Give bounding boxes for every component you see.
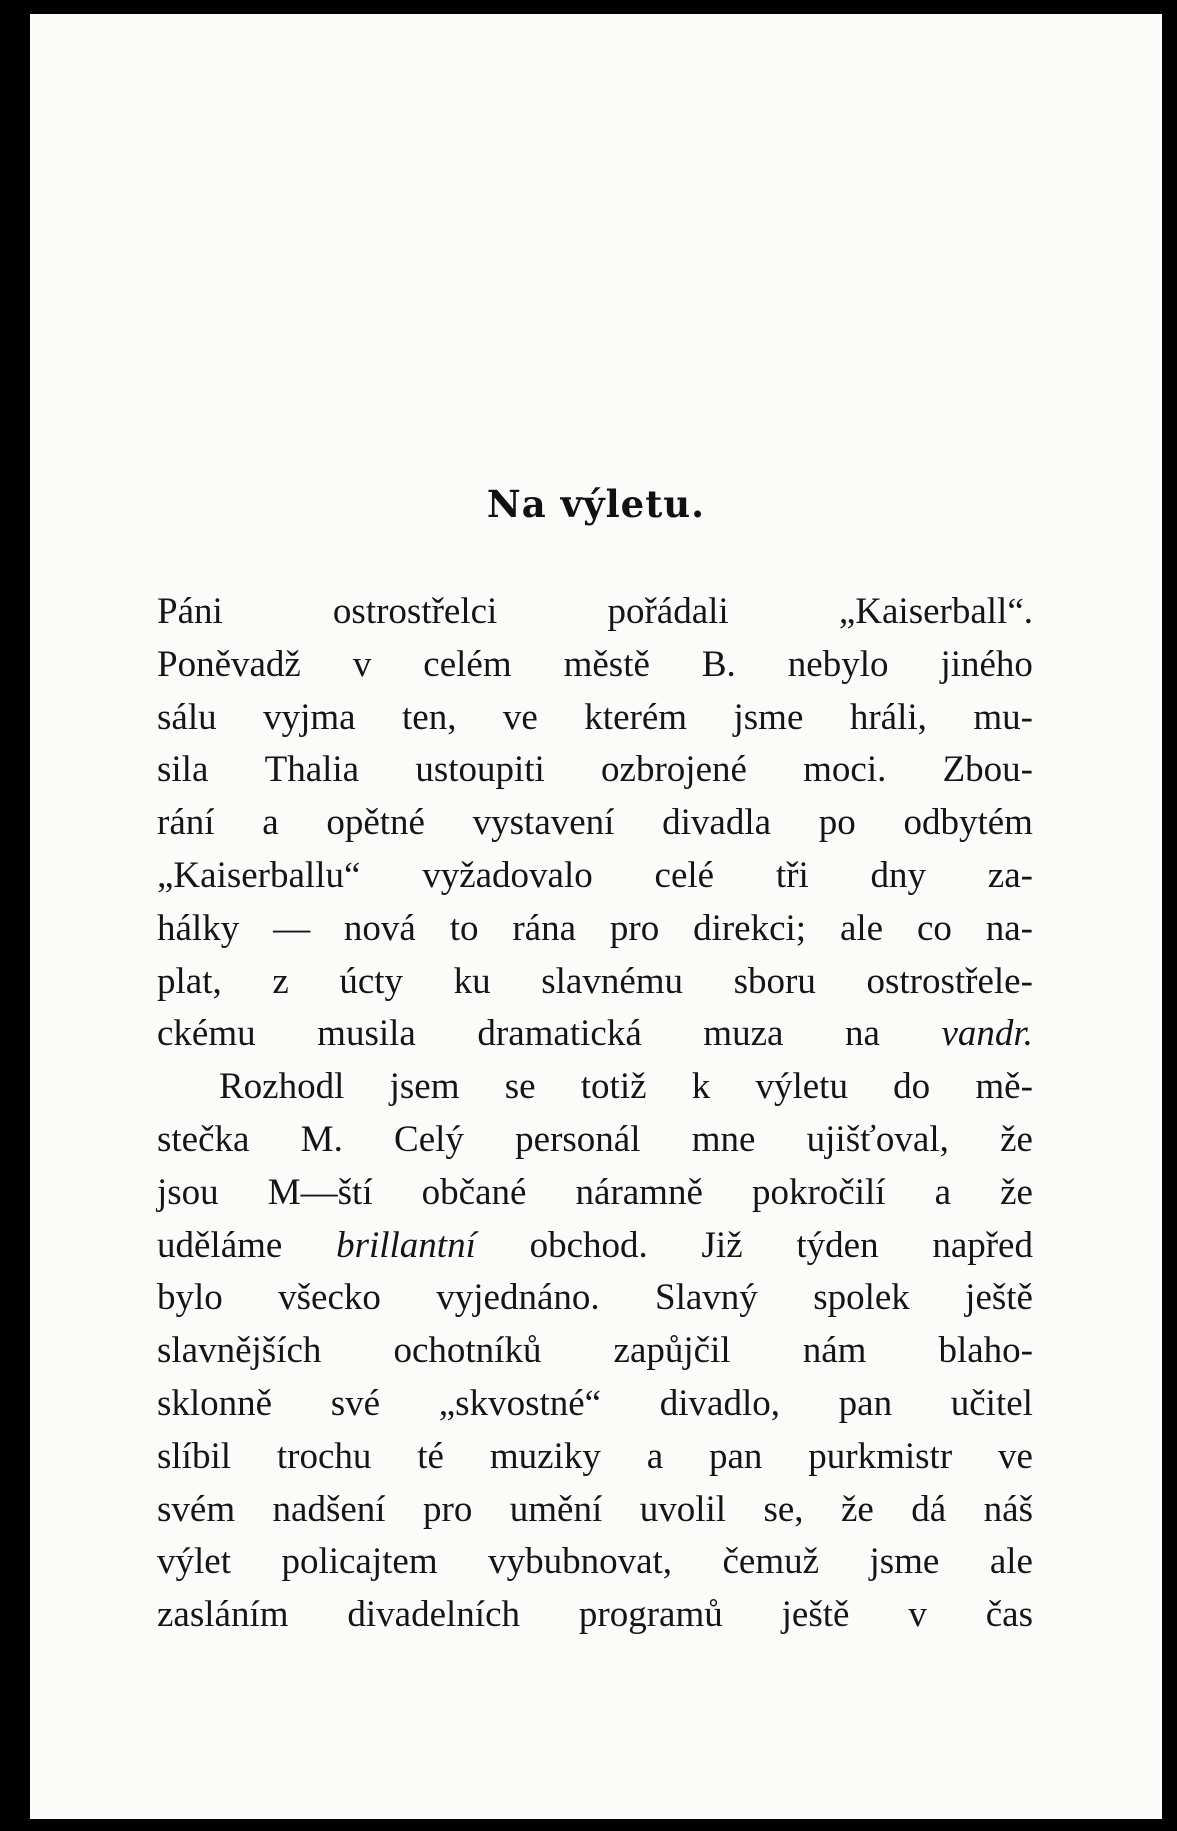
text-word: zapůjčil — [613, 1330, 731, 1372]
text-line — [157, 744, 1033, 797]
text-word: na — [844, 1013, 880, 1055]
text-word: spolek — [813, 1277, 910, 1319]
text-word: svém — [157, 1488, 236, 1530]
text-word: ale — [989, 1541, 1033, 1583]
text-word: sila — [157, 749, 209, 791]
text-word: bylo — [157, 1277, 223, 1319]
text-word: v — [908, 1594, 927, 1636]
text-word: vyjma — [263, 696, 356, 738]
text-word: pokročilí — [751, 1171, 886, 1213]
text-word: slíbil — [157, 1435, 232, 1477]
text-word: divadelních — [347, 1594, 521, 1636]
text-word: pořádali — [607, 591, 729, 632]
text-word: M. — [300, 1118, 343, 1160]
text-word: náramně — [575, 1171, 703, 1213]
text-word: rání — [157, 802, 215, 844]
text-word: ostrostřelci — [332, 591, 498, 632]
text-word: to — [449, 907, 479, 949]
text-word: ale — [839, 907, 884, 949]
text-word: co — [916, 907, 952, 949]
text-word: v — [352, 643, 372, 685]
text-word: direkci; — [693, 907, 807, 949]
text-line — [157, 956, 1033, 1009]
text-word: ujišťoval, — [806, 1118, 949, 1160]
text-word: hálky — [157, 907, 240, 949]
chapter-title: Na výletu. — [486, 482, 706, 526]
text-line — [157, 1589, 1033, 1642]
text-word: umění — [509, 1488, 603, 1530]
text-word: kterém — [584, 696, 688, 738]
text-word: jsme — [869, 1541, 940, 1583]
text-word: personál — [515, 1118, 641, 1160]
text-word: hráli, — [849, 696, 927, 738]
text-word: dny — [870, 854, 927, 896]
text-line — [157, 639, 1033, 692]
text-word: a — [262, 802, 279, 844]
text-word: za- — [987, 854, 1033, 896]
text-word: Zbou- — [942, 749, 1033, 791]
text-word: čemuž — [722, 1541, 820, 1583]
text-word: na- — [985, 907, 1033, 949]
text-word: nová — [343, 907, 416, 949]
text-word: ostrostřele- — [866, 960, 1033, 1002]
text-word: že — [841, 1488, 874, 1530]
text-line — [157, 1325, 1033, 1378]
text-word: že — [1000, 1171, 1033, 1213]
text-word: muza — [703, 1013, 784, 1055]
text-word: rána — [512, 907, 577, 949]
text-line — [157, 903, 1033, 956]
text-word: odbytém — [903, 802, 1033, 844]
text-word: ozbrojené — [601, 749, 747, 791]
text-word: blaho- — [938, 1330, 1033, 1372]
text-line — [157, 1114, 1033, 1167]
text-line — [157, 1378, 1033, 1431]
text-word: B. — [701, 643, 736, 685]
text-word: muziky — [489, 1435, 601, 1477]
text-word: uděláme — [157, 1224, 283, 1266]
text-word: nadšení — [272, 1488, 386, 1530]
text-word: — — [273, 907, 311, 949]
text-word: uvolil — [639, 1488, 727, 1530]
text-word: sálu — [157, 696, 217, 738]
text-word: mu- — [973, 696, 1033, 738]
text-word: ten, — [402, 696, 457, 738]
text-word: vandr. — [941, 1013, 1033, 1055]
text-line — [157, 1272, 1033, 1325]
text-word: slavnějších — [157, 1330, 322, 1372]
text-word: ve — [998, 1435, 1033, 1477]
text-word: obchod. — [529, 1224, 648, 1266]
text-word: týden — [796, 1224, 879, 1266]
text-word: pan — [708, 1435, 763, 1477]
text-line — [157, 797, 1033, 850]
text-word: brillantní — [336, 1224, 476, 1266]
text-line — [157, 692, 1033, 745]
text-word: opětné — [326, 802, 425, 844]
text-word: vyžadovalo — [422, 854, 593, 896]
text-word: Rozhodl — [219, 1066, 345, 1108]
text-word: své — [330, 1382, 381, 1424]
text-word: jsme — [733, 696, 804, 738]
text-word: vystavení — [472, 802, 615, 844]
text-line — [157, 1008, 1033, 1061]
text-word: dramatická — [477, 1013, 642, 1055]
text-word: zasláním — [157, 1594, 289, 1636]
text-word: ve — [502, 696, 538, 738]
text-word: pan — [838, 1382, 893, 1424]
body-text — [157, 586, 1033, 1642]
text-line — [157, 1431, 1033, 1484]
text-word: Slavný — [655, 1277, 758, 1319]
text-word: ještě — [781, 1594, 850, 1636]
text-word: Thalia — [264, 749, 360, 791]
text-line — [157, 586, 1033, 639]
text-word: výlet — [157, 1541, 231, 1583]
text-word: Již — [701, 1224, 743, 1266]
text-word: do — [893, 1066, 931, 1108]
text-line — [157, 850, 1033, 903]
text-word: učitel — [950, 1382, 1033, 1424]
text-word: městě — [563, 643, 650, 685]
text-word: dá — [911, 1488, 947, 1530]
text-word: policajtem — [281, 1541, 438, 1583]
text-word: nebylo — [787, 643, 889, 685]
text-word: že — [1000, 1118, 1033, 1160]
text-word: programů — [578, 1594, 723, 1636]
book-page — [30, 14, 1162, 1819]
text-line — [157, 1061, 1033, 1114]
text-word: té — [417, 1435, 444, 1477]
text-word: mě- — [975, 1066, 1033, 1108]
text-word: se — [504, 1066, 536, 1108]
text-word: ochotníků — [393, 1330, 542, 1372]
text-word: sklonně — [157, 1382, 273, 1424]
text-word: a — [646, 1435, 664, 1477]
text-word: výletu — [755, 1066, 848, 1108]
text-word: ještě — [965, 1277, 1033, 1319]
text-word: náš — [983, 1488, 1033, 1530]
text-word: plat, — [157, 960, 222, 1002]
text-line — [157, 1167, 1033, 1220]
text-word: Poněvadž — [157, 643, 301, 685]
text-word: Páni — [157, 591, 223, 632]
text-word: jiného — [940, 643, 1033, 685]
text-word: nám — [802, 1330, 867, 1372]
text-word: úcty — [339, 960, 404, 1002]
text-word: purkmistr — [808, 1435, 953, 1477]
text-word: napřed — [932, 1224, 1033, 1266]
text-word: čas — [985, 1594, 1033, 1636]
text-word: jsou — [157, 1171, 219, 1213]
text-word: divadla — [662, 802, 772, 844]
text-word: z — [272, 960, 289, 1002]
text-word: sboru — [733, 960, 816, 1002]
text-word: ckému — [157, 1013, 256, 1055]
text-word: M—ští — [267, 1171, 373, 1213]
text-line — [157, 1220, 1033, 1273]
text-word: celém — [423, 643, 512, 685]
text-word: pro — [423, 1488, 473, 1530]
text-line — [157, 1536, 1033, 1589]
text-word: mne — [691, 1118, 756, 1160]
text-word: vyjednáno. — [436, 1277, 600, 1319]
text-word: tři — [775, 854, 809, 896]
text-word: stečka — [157, 1118, 250, 1160]
text-word: všecko — [278, 1277, 381, 1319]
text-word: a — [934, 1171, 952, 1213]
text-word: celé — [654, 854, 715, 896]
text-word: jsem — [389, 1066, 460, 1108]
text-word: divadlo, — [659, 1382, 780, 1424]
text-word: Celý — [394, 1118, 464, 1160]
text-word: po — [818, 802, 856, 844]
text-word: trochu — [276, 1435, 372, 1477]
text-word: „skvostné“ — [438, 1382, 602, 1424]
text-word: vybubnovat, — [488, 1541, 673, 1583]
text-word: ku — [453, 960, 491, 1002]
text-word: k — [691, 1066, 711, 1108]
text-word: totiž — [580, 1066, 647, 1108]
text-word: pro — [609, 907, 660, 949]
text-word: se, — [763, 1488, 804, 1530]
text-word: „Kaiserballu“ — [157, 854, 361, 896]
text-word: musila — [317, 1013, 416, 1055]
text-line — [157, 1484, 1033, 1537]
text-word: moci. — [803, 749, 887, 791]
text-word: „Kaiserball“. — [838, 591, 1033, 632]
text-word: slavnému — [541, 960, 684, 1002]
text-word: občané — [421, 1171, 527, 1213]
text-word: ustoupiti — [415, 749, 545, 791]
